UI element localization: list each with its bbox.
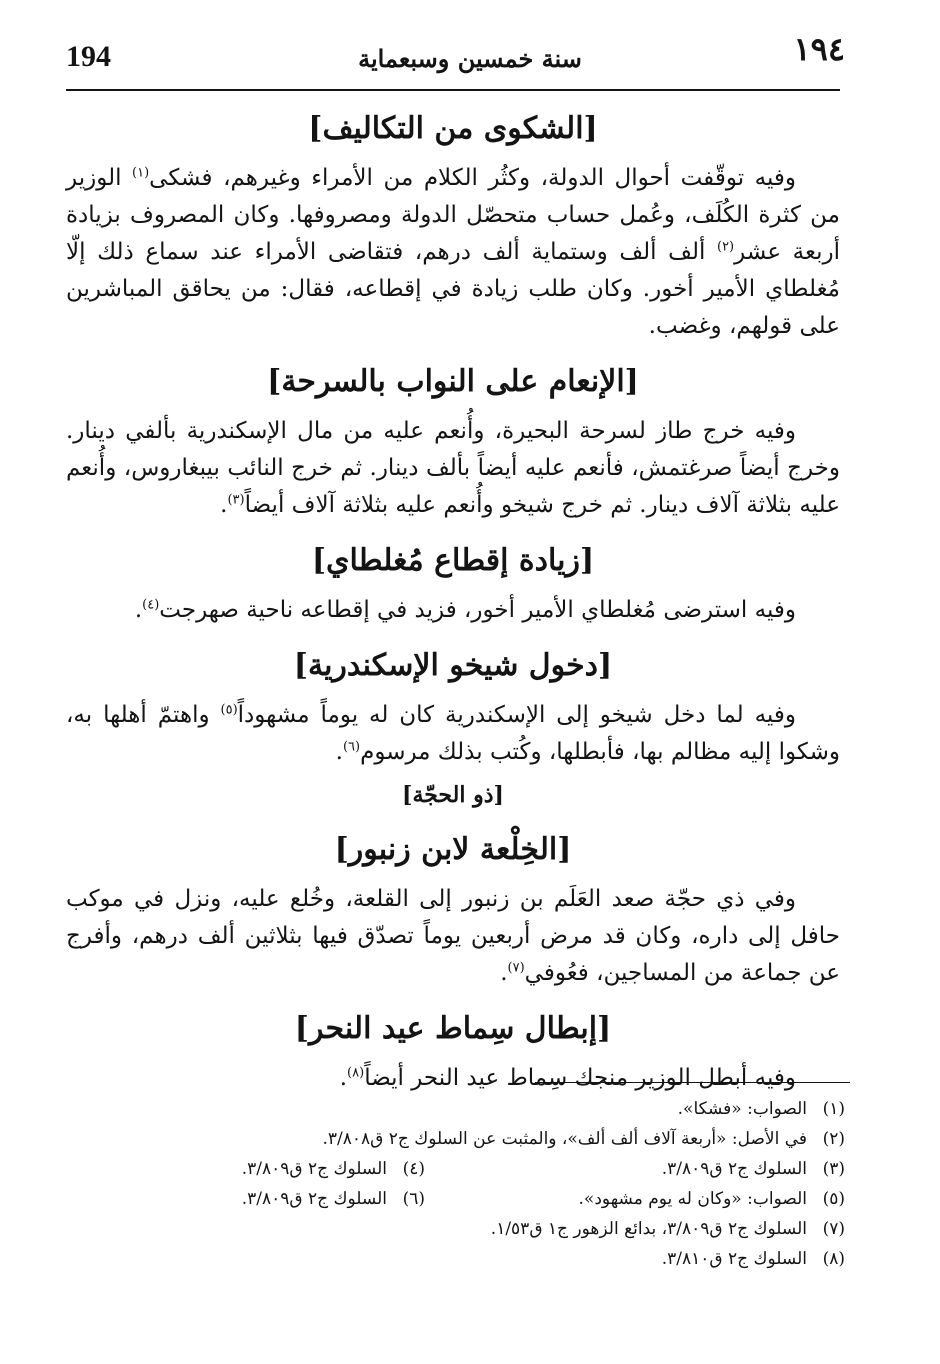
- header-rule: [66, 89, 840, 91]
- footnote: (٦)السلوك ج٢ ق٣/٨٠٩.: [241, 1189, 425, 1209]
- main-text: [66, 92, 840, 1097]
- page-header: [0, 0, 940, 100]
- footnote: (٣)السلوك ج٢ ق٣/٨٠٩.: [661, 1159, 845, 1179]
- page-number-arabic: ١٩٤: [793, 30, 845, 68]
- footnote-ref: (٧): [507, 960, 525, 976]
- section-heading: [دخول شيخو الإسكندرية]: [293, 648, 613, 683]
- footnote-ref: (٣): [227, 492, 245, 508]
- section-heading: [زيادة إقطاع مُغلطاي]: [311, 543, 595, 578]
- footnote: (٧)السلوك ج٢ ق٣/٨٠٩، بدائع الزهور ج١ ق١/٥٣.: [490, 1219, 845, 1239]
- section: [66, 643, 840, 771]
- footnote-ref: (٦): [342, 739, 361, 755]
- footnote-ref: (١): [132, 165, 150, 181]
- section: [66, 1006, 840, 1097]
- running-title: سنة خمسين وسبعماية: [358, 44, 582, 73]
- footnote: (٨)السلوك ج٢ ق٣/٨١٠.: [661, 1249, 845, 1269]
- section: [66, 538, 840, 629]
- month-subheading: [ذو الحجّة]: [402, 782, 504, 808]
- section-paragraph: وفيه توقّفت أحوال الدولة، وكثُر الكلام من الأمراء وغيرهم، فشكى$^{(١)}$ الوزير من كثرة الكُلَف، وعُمل حساب متحصّل الدولة ومصروفها. وكان المصروف بزيادة أربعة عشر$^{(٢)}$ ألف ألف وستماية ألف درهم، فتقاضى الأمراء عند سماع ذلك إلّا مُغلطاي الأمير أخور. وكان طلب زيادة في إقطاعه، فقال: من يحاقق المباشرين على قولهم، وغضب.: [66, 165, 840, 339]
- footnote: (٥)الصواب: «وكان له يوم مشهود».: [578, 1189, 845, 1209]
- footnote: (٢)في الأصل: «أربعة آلاف ألف ألف»، والمثبت عن السلوك ج٢ ق٣/٨٠٨.: [322, 1129, 845, 1149]
- section-paragraph: وفيه استرضى مُغلطاي الأمير أخور، فزيد في إقطاعه ناحية صهرجت$^{(٤)}$.: [134, 597, 796, 623]
- footnote-ref: (٨): [347, 1065, 365, 1081]
- section-heading: [إبطال سِماط عيد النحر]: [294, 1011, 612, 1046]
- footnotes: [160, 1094, 845, 1274]
- section-heading: [الخِلْعة لابن زنبور]: [334, 832, 572, 867]
- section-heading: [الشكوى من التكاليف]: [308, 111, 598, 146]
- footnote-ref: (٢): [716, 239, 735, 255]
- footnote: (١)الصواب: «فشكا».: [677, 1099, 845, 1119]
- footnote-rule: [535, 1082, 850, 1083]
- section: [66, 777, 840, 992]
- section-paragraph: وفيه خرج طاز لسرحة البحيرة، وأُنعم عليه من مال الإسكندرية بألفي دينار. وخرج أيضاً صرغتمش، فأنعم عليه أيضاً بألف دينار. ثم خرج النائب بيبغاروس، وأُنعم عليه بثلاثة آلاف دينار. ثم خرج شيخو وأُنعم عليه بثلاثة آلاف أيضاً$^{(٣)}$.: [66, 418, 840, 518]
- footnote-ref: (٤): [142, 597, 160, 613]
- footnote-ref: (٥): [220, 702, 238, 718]
- section-paragraph: وفي ذي حجّة صعد العَلَم بن زنبور إلى القلعة، وخُلع عليه، ونزل في موكب حافل إلى داره، وكان قد مرض أربعين يوماً تصدّق فيها بثلاثين ألف درهم، وأفرج عن جماعة من المساجين، فعُوفي$^{(٧)}$.: [66, 886, 840, 986]
- section-paragraph: وفيه أبطل الوزير منجك سِماط عيد النحر أيضاً$^{(٨)}$.: [339, 1065, 796, 1091]
- section: [66, 359, 840, 524]
- section-paragraph: وفيه لما دخل شيخو إلى الإسكندرية كان له يوماً مشهوداً$^{(٥)}$ واهتمّ أهلها به، وشكوا إليه مظالم بها، فأبطلها، وكُتب بذلك مرسوم$^{(٦)}$.: [66, 702, 840, 765]
- footnote: (٤)السلوك ج٢ ق٣/٨٠٩.: [241, 1159, 425, 1179]
- section-heading: [الإنعام على النواب بالسرحة]: [267, 364, 639, 399]
- section: [66, 106, 840, 345]
- page-number-latin: 194: [66, 40, 111, 73]
